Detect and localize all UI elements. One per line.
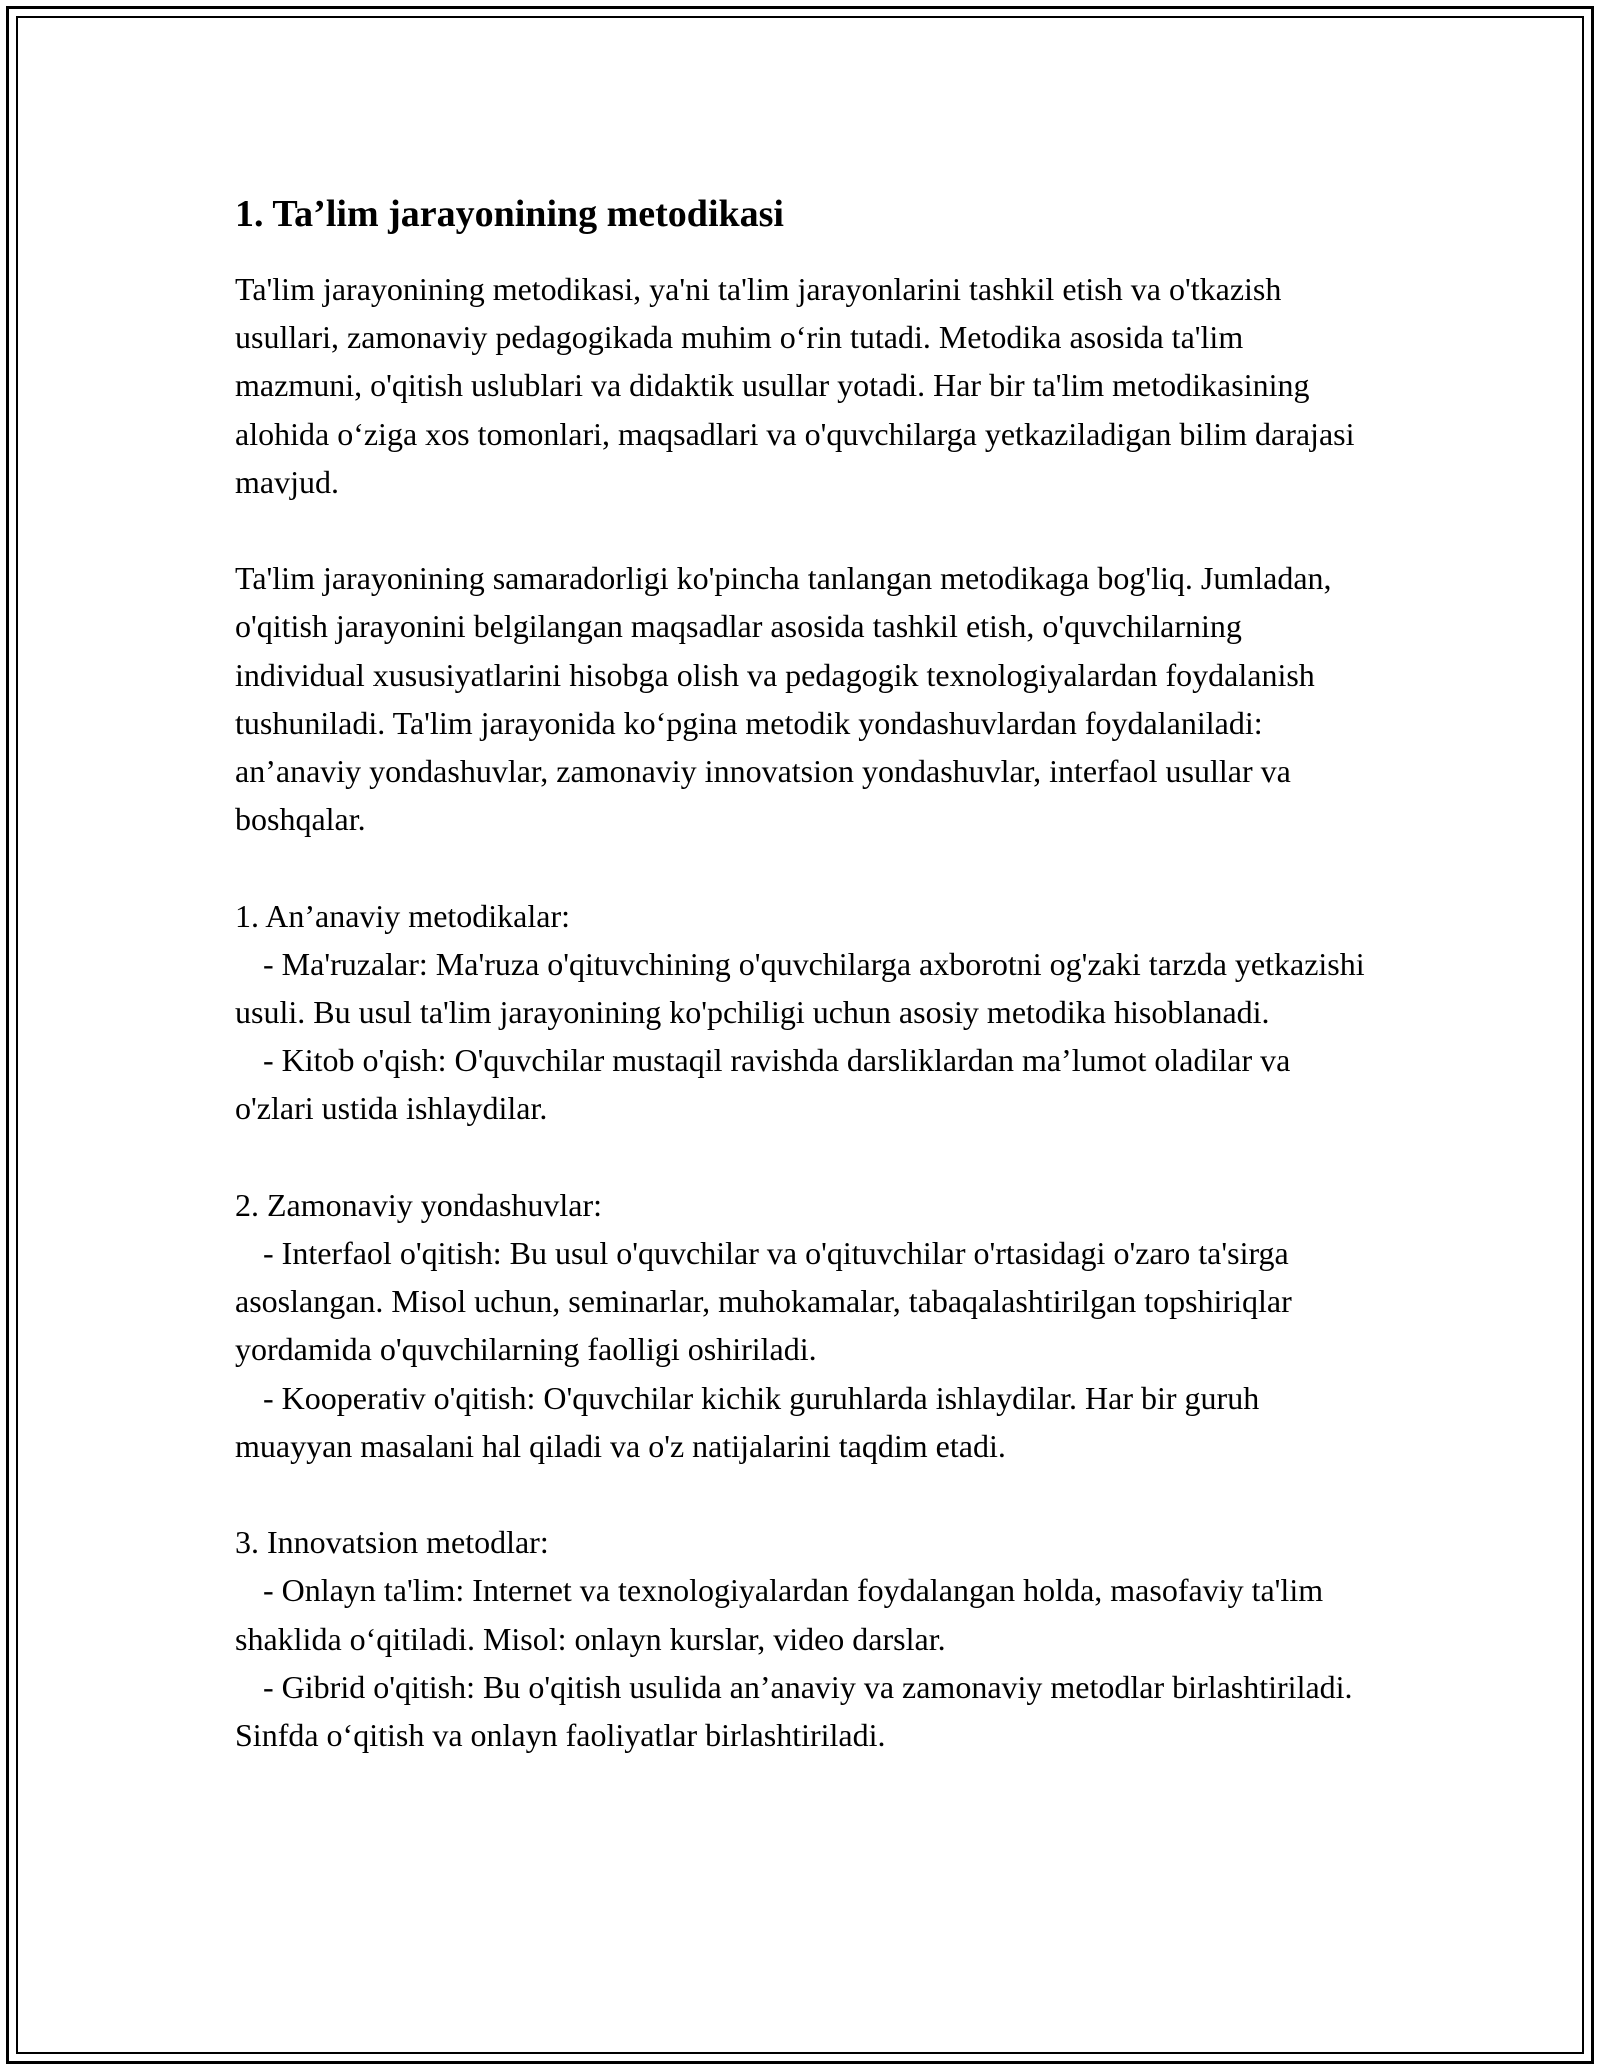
section-modern-approaches bbox=[235, 1181, 1365, 1470]
list-item bbox=[235, 1036, 1365, 1132]
list-item-text: - Kooperativ o'qitish: O'quvchilar kichik guruhlarda ishlaydilar. Har bir guruh muayyan masalani hal qiladi va o'z natijalarini taqdim etadi. bbox=[235, 1379, 1260, 1464]
section-title: 1. An’anaviy metodikalar: bbox=[235, 897, 571, 934]
document-body bbox=[235, 265, 1365, 1759]
list-item-text: - Interfaol o'qitish: Bu usul o'quvchilar va o'qituvchilar o'rtasidagi o'zaro ta'sirga asoslangan. Misol uchun, seminarlar, muhokamalar, tabaqalashtirilgan topshiriqlar yordamida o'quvchilarning faolligi oshiriladi. bbox=[235, 1235, 1292, 1368]
list-item-text: - Kitob o'qish: O'quvchilar mustaqil ravishda darsliklardan ma’lumot oladilar va o'zlari ustida ishlaydilar. bbox=[235, 1042, 1291, 1127]
section-title: 3. Innovatsion metodlar: bbox=[235, 1524, 549, 1561]
document-page bbox=[235, 183, 1365, 1807]
list-item bbox=[235, 1566, 1365, 1662]
list-item bbox=[235, 1663, 1365, 1759]
list-item bbox=[235, 1229, 1365, 1374]
intro-paragraph: Ta'lim jarayonining metodikasi, ya'ni ta'lim jarayonlarini tashkil etish va o'tkazish usullari, zamonaviy pedagogikada muhim o‘rin tutadi. Metodika asosida ta'lim mazmuni, o'qitish uslublari va didaktik usullar yotadi. Har bir ta'lim metodikasining alohida o‘ziga xos tomonlari, maqsadlari va o'quvchilarga yetkaziladigan bilim darajasi mavjud. bbox=[235, 271, 1355, 500]
list-item-text: - Onlayn ta'lim: Internet va texnologiyalardan foydalangan holda, masofaviy ta'lim shaklida o‘qitiladi. Misol: onlayn kurslar, video darslar. bbox=[235, 1572, 1324, 1657]
section-innovative-methods bbox=[235, 1518, 1365, 1759]
list-item bbox=[235, 940, 1365, 1036]
section-title: 2. Zamonaviy yondashuvlar: bbox=[235, 1186, 603, 1223]
effectiveness-paragraph: Ta'lim jarayonining samaradorligi ko'pincha tanlangan metodikaga bog'liq. Jumladan, o'qitish jarayonini belgilangan maqsadlar asosida tashkil etish, o'quvchilarning individual xususiyatlarini hisobga olish va pedagogik texnologiyalardan foydalanish tushuniladi. Ta'lim jarayonida ko‘pgina metodik yondashuvlardan foydalaniladi: an’anaviy yondashuvlar, zamonaviy innovatsion yondashuvlar, interfaol usullar va boshqalar. bbox=[235, 560, 1332, 838]
document-title: 1. Ta’lim jarayonining metodikasi bbox=[235, 193, 784, 235]
list-item-text: - Ma'ruzalar: Ma'ruza o'qituvchining o'quvchilarga axborotni og'zaki tarzda yetkazishi usuli. Bu usul ta'lim jarayonining ko'pchiligi uchun asosiy metodika hisoblanadi. bbox=[235, 945, 1365, 1031]
list-item bbox=[235, 1374, 1365, 1470]
list-item-text: - Gibrid o'qitish: Bu o'qitish usulida an’anaviy va zamonaviy metodlar birlashtiriladi. Sinfda o‘qitish va onlayn faoliyatlar birlashtiriladi. bbox=[235, 1668, 1353, 1754]
section-traditional-methods bbox=[235, 892, 1365, 1133]
